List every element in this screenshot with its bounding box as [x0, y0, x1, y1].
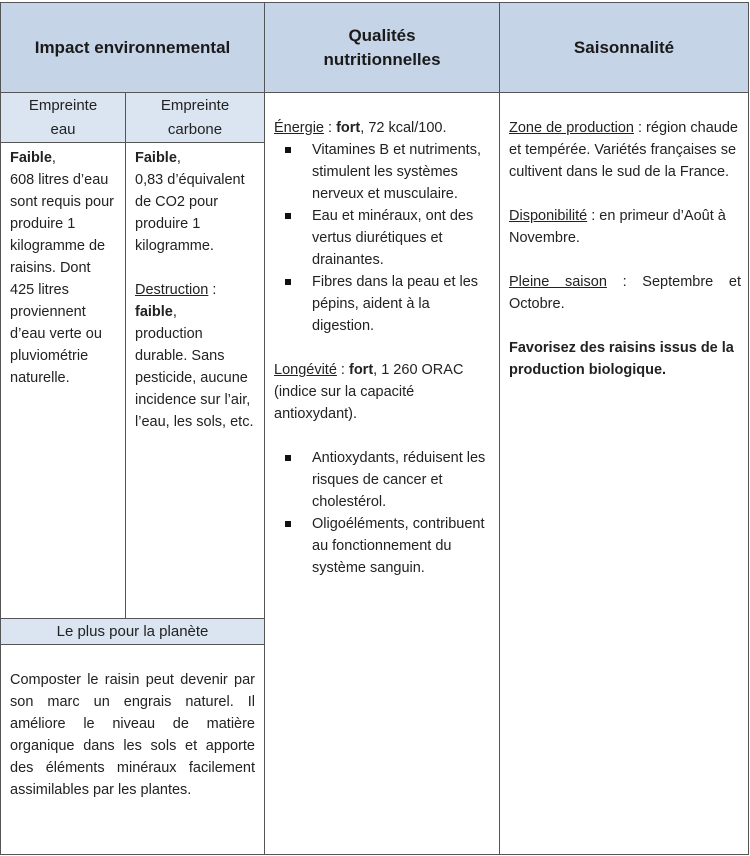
list-item: Antioxydants, réduisent les risques de cancer et cholestérol.: [274, 447, 493, 513]
eau-level: Faible: [10, 150, 52, 166]
longevite-level: fort: [348, 362, 374, 378]
square-bullet-icon: [285, 147, 291, 153]
conseil-text: Favorisez des raisins issus de la production biologique.: [509, 340, 734, 378]
header-saison-label: Saisonnalité: [573, 37, 675, 57]
dispo-label: Disponibilité: [509, 208, 588, 224]
destruction-label: Destruction: [135, 282, 209, 298]
subheader-eau-label: Empreinte eau: [28, 96, 98, 138]
carbone-level: Faible: [135, 150, 177, 166]
list-item: Eau et minéraux, ont des vertus diurétiques et drainantes.: [274, 205, 493, 271]
subheader-plus-planete: [0, 618, 265, 645]
carbone-text: 0,83 d’équivalent de CO2 pour produire 1 kilogramme.: [135, 172, 245, 254]
square-bullet-icon: [285, 279, 291, 285]
square-bullet-icon: [285, 455, 291, 461]
longevite-label: Longévité: [274, 362, 337, 378]
eau-text: 608 litres d’eau sont requis pour produire 1 kilogramme de raisins. Dont 425 litres proviennent d’eau verte ou pluviométrie naturelle.: [10, 172, 114, 386]
cell-saison: Zone de production : région chaude et tempérée. Variétés françaises se cultivent dans le sud de la France. Disponibilité : en primeur d’Août à Novembre. Pleine saison : Septembre et Octobre. Favorisez des raisins issus de la production biologique.: [499, 92, 749, 855]
pleine-text: Septembre et Octobre.: [509, 274, 741, 312]
square-bullet-icon: [285, 213, 291, 219]
cell-empreinte-eau: Faible, 608 litres d’eau sont requis pour produire 1 kilogramme de raisins. Dont 425 litres proviennent d’eau verte ou pluviométrie naturelle.: [0, 142, 126, 619]
pleine-label: Pleine saison: [509, 274, 607, 290]
zone-text: région chaude et tempérée. Variétés françaises se cultivent dans le sud de la France.: [509, 120, 738, 180]
longevite-list: [274, 447, 493, 579]
list-item: Vitamines B et nutriments, stimulent les systèmes nerveux et musculaire.: [274, 139, 493, 205]
dispo-text: en primeur d’Août à Novembre.: [509, 208, 726, 246]
energie-value: 72 kcal/100.: [368, 120, 447, 136]
destruction-text: production durable. Sans pesticide, aucune incidence sur l’air, l’eau, les sols, etc.: [135, 326, 254, 430]
header-qualites-label: Qualités nutritionnelles: [323, 25, 441, 69]
destruction-level: faible: [135, 304, 173, 320]
energie-level: fort: [336, 120, 361, 136]
list-item: Oligoéléments, contribuent au fonctionnement du système sanguin.: [274, 513, 493, 579]
plus-planete-text: Composter le raisin peut devenir par son marc un engrais naturel. Il améliore le niveau de matière organique dans les sols et apporte des éléments minéraux facilement assimilables par les plantes.: [10, 672, 255, 798]
cell-plus-planete: [0, 644, 265, 855]
cell-qualites: Énergie : fort, 72 kcal/100. Vitamines B et nutriments, stimulent les systèmes nerveux et musculaire. Eau et minéraux, ont des vertus diurétiques et drainantes. Fibres dans la peau et les pépins, aident à la digestion. Longévité : fort, 1 260 ORAC (indice sur la capacité antioxydant). Antioxydants, réduisent les risques de cancer et cholestérol. Oligoéléments, contribuent au fonctionnement du système sanguin.: [264, 92, 500, 855]
subheader-carbone-label: Empreinte carbone: [160, 96, 230, 138]
square-bullet-icon: [285, 521, 291, 527]
cell-empreinte-carbone: Faible, 0,83 d’équivalent de CO2 pour produire 1 kilogramme. Destruction : faible, production durable. Sans pesticide, aucune incidence sur l’air, l’eau, les sols, etc.: [125, 142, 265, 619]
header-saison: [499, 2, 749, 93]
header-impact: [0, 2, 265, 93]
energie-list: [274, 139, 493, 337]
energie-label: Énergie: [274, 120, 324, 136]
header-impact-label: Impact environnemental: [34, 37, 231, 57]
header-qualites: [264, 2, 500, 93]
plus-planete-label: Le plus pour la planète: [56, 622, 209, 640]
list-item: Fibres dans la peau et les pépins, aident à la digestion.: [274, 271, 493, 337]
subheader-carbone: [125, 92, 265, 143]
zone-label: Zone de production: [509, 120, 634, 136]
subheader-eau: [0, 92, 126, 143]
longevite-value: 1 260 ORAC (indice sur la capacité antioxydant).: [274, 362, 464, 422]
